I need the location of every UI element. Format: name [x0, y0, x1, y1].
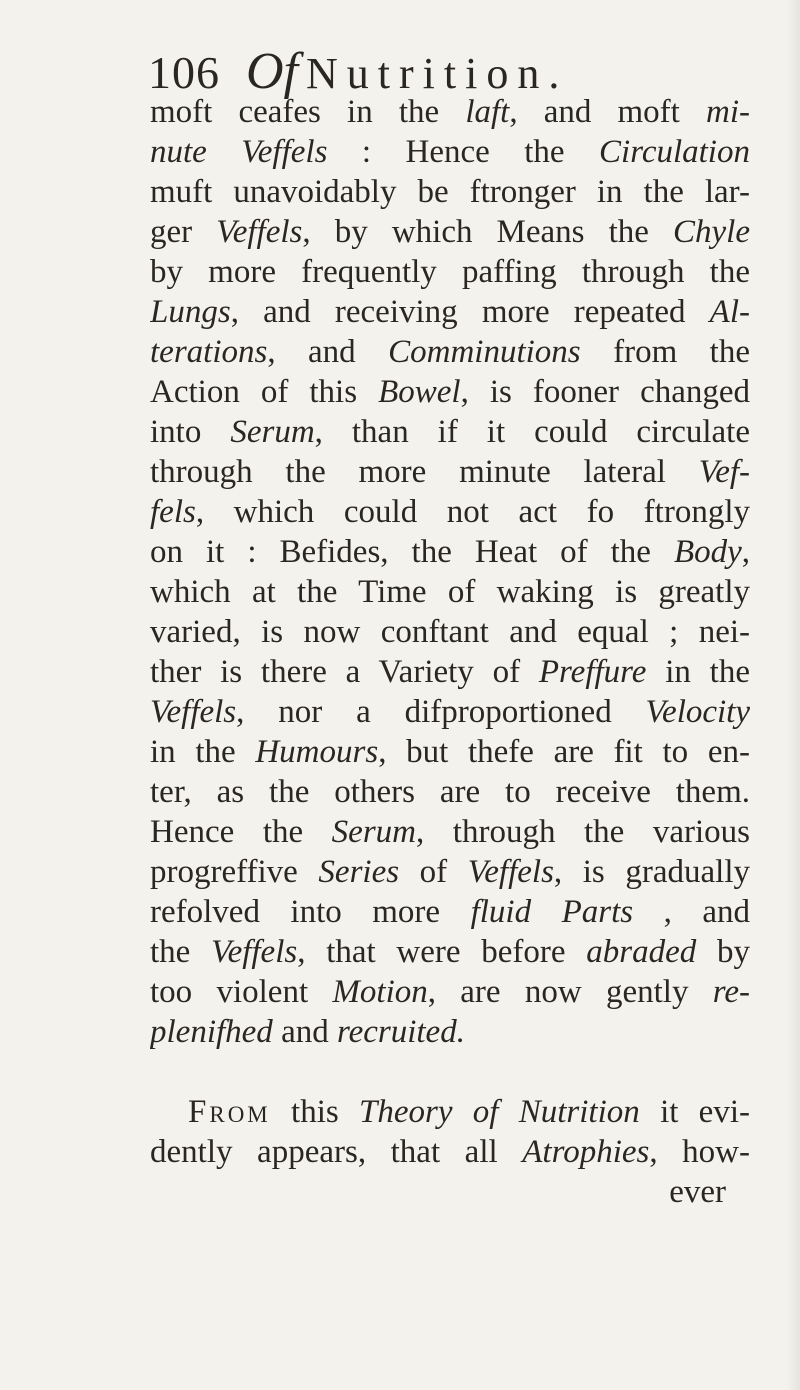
text-run: abraded	[586, 934, 697, 970]
text-run: varied, is now conftant and equal ; nei-	[150, 614, 750, 650]
text-run: Veffels	[216, 214, 303, 250]
text-run: moft ceafes in the	[150, 94, 466, 130]
text-run: Atrophies	[522, 1134, 650, 1170]
text-run: dently appears, that all	[150, 1134, 523, 1170]
text-run: Humours	[255, 734, 379, 770]
text-run: by more frequently paffing through the	[150, 254, 750, 290]
text-line	[150, 212, 750, 252]
text-run: Serum	[230, 414, 315, 450]
text-run: , is gradually	[553, 854, 750, 890]
text-line	[150, 1092, 750, 1132]
text-run: Lungs	[150, 294, 231, 330]
text-run: fels	[150, 494, 196, 530]
text-line	[150, 612, 750, 652]
text-run: Chyle	[673, 214, 750, 250]
text-run: , that were before	[297, 934, 587, 970]
text-run: on it : Befides, the Heat of the	[150, 534, 674, 570]
text-run: muft unavoidably be ftronger in the lar-	[150, 174, 750, 210]
text-run: which at the Time of waking is greatly	[150, 574, 750, 610]
text-run: this	[270, 1094, 360, 1130]
text-run: , are now gently	[427, 974, 713, 1010]
text-run: Veffels	[211, 934, 298, 970]
text-run: Body	[673, 534, 742, 570]
text-run: From	[188, 1094, 271, 1130]
text-line	[150, 652, 750, 692]
text-run: nute Veffels	[150, 134, 328, 170]
text-run: Theory of Nutrition	[359, 1094, 640, 1130]
text-line	[150, 452, 750, 492]
text-run: from the	[580, 334, 750, 370]
text-run: Vef-	[698, 454, 750, 490]
running-head-of: Of	[246, 43, 298, 100]
text-run: : Hence the	[327, 134, 600, 170]
text-run: Veffels	[150, 694, 237, 730]
text-run: ever	[669, 1174, 726, 1210]
text-line	[150, 932, 750, 972]
text-run: , but thefe are fit to en-	[378, 734, 750, 770]
text-run: by	[696, 934, 750, 970]
text-run: , nor a difproportioned	[236, 694, 646, 730]
text-line	[150, 732, 750, 772]
text-run: Al-	[709, 294, 750, 330]
text-line	[150, 892, 750, 932]
text-line	[150, 132, 750, 172]
text-line	[150, 292, 750, 332]
text-run: in the	[150, 734, 256, 770]
text-line	[150, 772, 750, 812]
text-run: , which could not act fo ftrongly	[195, 494, 750, 530]
page-edge-shadow	[786, 0, 800, 1390]
text-run: Action of this	[150, 374, 379, 410]
text-run: , and moft	[509, 94, 706, 130]
text-run: Comminutions	[388, 334, 581, 370]
text-run: Bowel	[378, 374, 461, 410]
text-run: fluid Parts	[470, 894, 634, 930]
text-run: , and	[633, 894, 750, 930]
text-line	[150, 252, 750, 292]
text-run: Serum	[331, 814, 416, 850]
text-line	[150, 692, 750, 732]
text-run: it evi-	[639, 1094, 750, 1130]
text-run: , than if it could circulate	[314, 414, 750, 450]
text-run: of	[399, 854, 468, 890]
text-run: Series	[318, 854, 400, 890]
text-run: Hence the	[150, 814, 332, 850]
text-line	[150, 332, 750, 372]
text-run: Circulation	[599, 134, 750, 170]
text-line	[150, 532, 750, 572]
text-run: , and	[267, 334, 389, 370]
text-line	[150, 572, 750, 612]
text-run: mi-	[706, 94, 750, 130]
text-run: Motion	[332, 974, 428, 1010]
text-run: into	[150, 414, 231, 450]
text-run: Velocity	[645, 694, 750, 730]
text-run: and	[272, 1014, 337, 1050]
text-line	[150, 852, 750, 892]
text-line	[150, 92, 750, 132]
text-line	[150, 1012, 750, 1052]
body-text	[150, 92, 750, 1212]
page-number: 106	[148, 47, 220, 98]
text-run: re-	[712, 974, 750, 1010]
text-line	[150, 172, 750, 212]
text-run: Preffure	[538, 654, 647, 690]
text-line	[150, 372, 750, 412]
text-run: too violent	[150, 974, 333, 1010]
text-line	[150, 1172, 750, 1212]
text-line	[150, 412, 750, 452]
text-run: , how-	[649, 1134, 750, 1170]
text-line	[150, 812, 750, 852]
text-run: ,	[741, 534, 750, 570]
text-line	[150, 492, 750, 532]
text-run: Veffels	[467, 854, 554, 890]
text-run: ger	[150, 214, 217, 250]
running-head-title: Nutrition.	[306, 49, 569, 98]
text-run: the	[150, 934, 212, 970]
text-run: recruited.	[336, 1014, 465, 1050]
text-run: , through the various	[416, 814, 750, 850]
text-run: , by which Means the	[302, 214, 674, 250]
text-run: ter, as the others are to receive them.	[150, 774, 750, 810]
text-run: ther is there a Variety of	[150, 654, 539, 690]
text-run: , is fooner changed	[460, 374, 750, 410]
text-line	[150, 1132, 750, 1172]
text-run: through the more minute lateral	[150, 454, 699, 490]
text-run: terations	[150, 334, 268, 370]
text-run: in the	[646, 654, 750, 690]
text-run: plenifhed	[150, 1014, 273, 1050]
text-line	[150, 972, 750, 1012]
text-run: laft	[465, 94, 510, 130]
text-run: refolved into more	[150, 894, 471, 930]
text-run: progreffive	[150, 854, 319, 890]
text-run: , and receiving more repeated	[230, 294, 710, 330]
